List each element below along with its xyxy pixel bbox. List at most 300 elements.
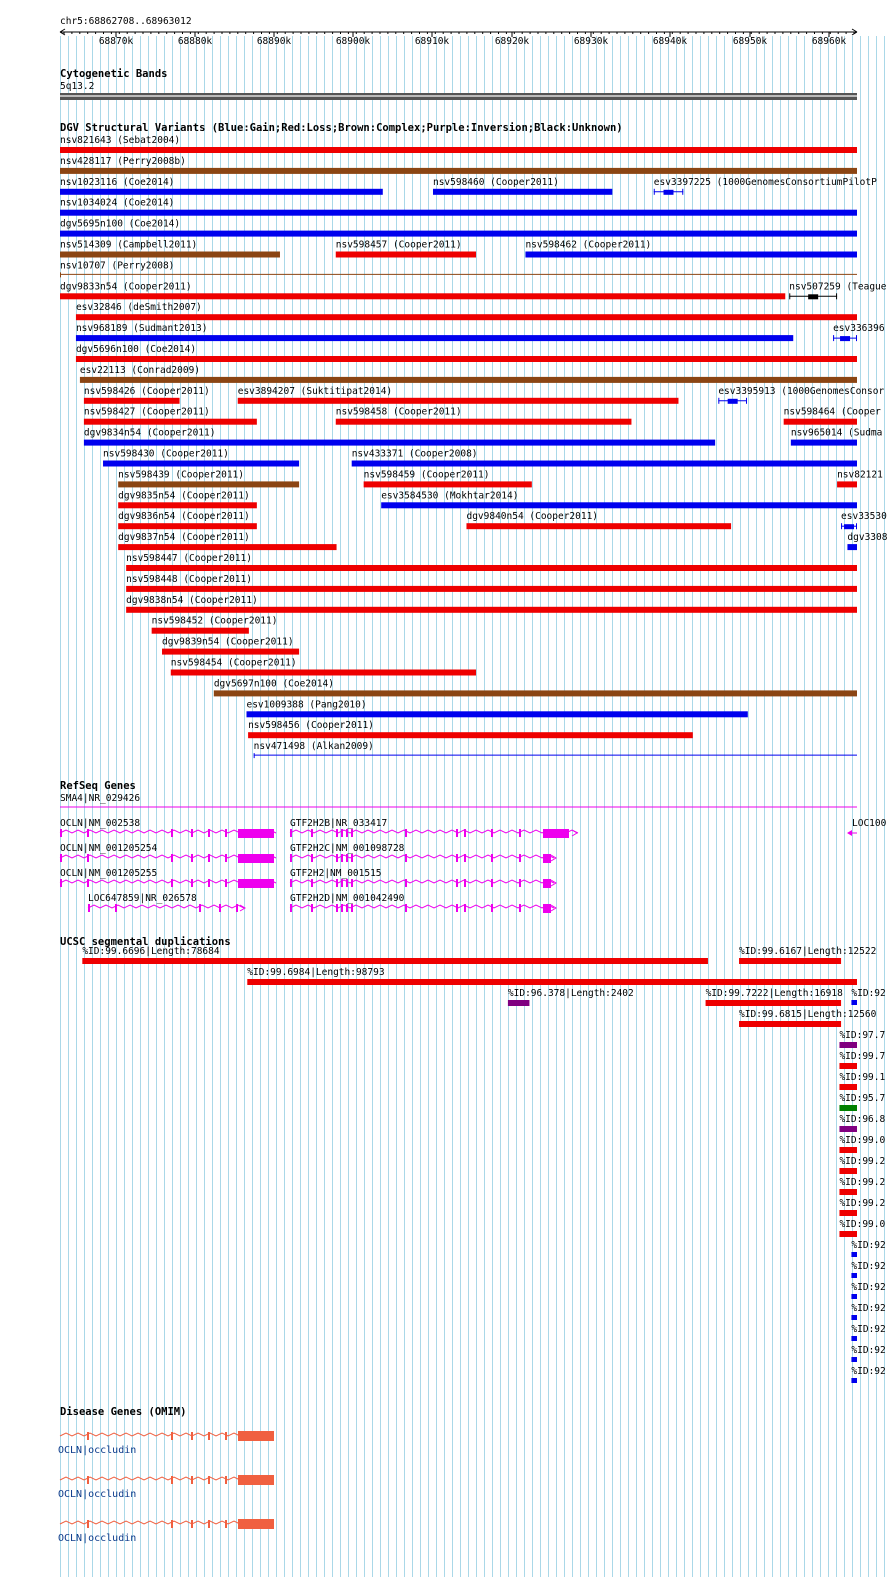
segdup-feature[interactable] <box>839 1051 885 1069</box>
refseq-exon <box>336 904 338 912</box>
segdup-feature-bar[interactable] <box>508 1000 530 1006</box>
dgv-feature-label: esv3894207 (Suktitipat2014) <box>237 385 393 397</box>
refseq-exon <box>456 879 458 887</box>
refseq-gene-label: OCLN|NM_002538 <box>60 818 141 829</box>
segdup-feature-label: %ID:96.378|Length:2402 <box>507 988 634 999</box>
dgv-feature[interactable] <box>60 260 857 277</box>
dgv-feature-bar[interactable] <box>118 481 299 487</box>
dgv-feature-bar[interactable] <box>381 502 857 508</box>
omim-exon-block <box>238 1431 274 1441</box>
refseq-exon <box>236 904 238 912</box>
cytoband-track[interactable] <box>60 68 857 100</box>
refseq-exon <box>225 879 227 887</box>
refseq-exon <box>290 854 292 862</box>
refseq-exon-block <box>543 879 551 888</box>
dgv-feature-label: nsv598464 (Cooper <box>783 406 881 418</box>
dgv-feature-label: dgv9833n54 (Cooper2011) <box>60 281 192 293</box>
dgv-feature-label: nsv965014 (Sudma <box>790 427 883 439</box>
segdup-feature-bar[interactable] <box>851 1357 857 1362</box>
dgv-feature[interactable] <box>336 240 476 258</box>
refseq-exon <box>341 904 343 912</box>
omim-title: Disease Genes (OMIM) <box>60 1406 187 1418</box>
dgv-feature[interactable] <box>525 240 857 258</box>
dgv-feature-bar[interactable] <box>847 544 857 550</box>
dgv-feature[interactable] <box>152 616 278 634</box>
segdup-feature-bar[interactable] <box>839 1042 857 1048</box>
refseq-exon <box>311 829 313 837</box>
dgv-feature-bar[interactable] <box>162 649 299 655</box>
refseq-exon <box>115 904 117 912</box>
dgv-feature[interactable] <box>847 532 887 550</box>
omim-exon <box>225 1432 227 1440</box>
dgv-feature[interactable] <box>126 574 857 592</box>
segdup-feature-label: %ID:99.7 <box>839 1051 886 1062</box>
dgv-feature-label: nsv598457 (Cooper2011) <box>335 239 462 251</box>
dgv-feature-bar[interactable] <box>118 502 257 508</box>
dgv-feature-bar[interactable] <box>118 523 257 529</box>
refseq-exon-block <box>543 829 569 838</box>
segdup-feature-label: %ID:99.2 <box>839 1198 886 1209</box>
ruler-tick-label: 68960k <box>811 36 847 47</box>
refseq-exon <box>346 879 348 887</box>
dgv-feature-label: dgv9838n54 (Cooper2011) <box>126 594 258 606</box>
refseq-exon <box>208 829 210 837</box>
dgv-feature[interactable] <box>784 407 882 425</box>
segdup-feature[interactable] <box>839 1135 885 1153</box>
omim-exon-block <box>238 1519 274 1529</box>
cytoband-label: 5q13.2 <box>60 81 95 92</box>
ruler-ticks <box>64 32 854 47</box>
refseq-exon <box>191 879 193 887</box>
segdup-feature-bar[interactable] <box>739 1021 841 1027</box>
dgv-feature-label: nsv821643 (Sebat2004) <box>60 135 181 146</box>
dgv-feature-block <box>728 399 738 404</box>
dgv-feature-bar[interactable] <box>336 419 632 425</box>
segdup-feature[interactable] <box>82 946 708 964</box>
ruler-track <box>60 16 857 47</box>
segdup-feature-bar[interactable] <box>839 1063 857 1069</box>
refseq-intron-line <box>290 905 554 908</box>
dgv-feature[interactable] <box>60 177 383 195</box>
refseq-exon <box>464 879 466 887</box>
dgv-feature-bar[interactable] <box>791 440 857 446</box>
dgv-feature-block <box>808 294 818 299</box>
refseq-exon <box>346 829 348 837</box>
dgv-feature-label: nsv968189 (Sudmant2013) <box>75 323 208 335</box>
segdup-feature[interactable] <box>739 1009 877 1027</box>
segdup-feature[interactable] <box>839 1177 885 1195</box>
refseq-exon <box>351 879 353 887</box>
dgv-feature-bar[interactable] <box>80 377 857 383</box>
omim-exon <box>171 1432 173 1440</box>
refseq-exon <box>87 829 89 837</box>
refseq-exon <box>87 879 89 887</box>
dgv-feature-bar[interactable] <box>152 628 249 634</box>
dgv-feature-label: nsv82121 <box>837 469 883 481</box>
dgv-feature[interactable] <box>789 281 887 299</box>
refseq-edge-arrow-icon[interactable] <box>847 830 852 836</box>
refseq-exon <box>351 829 353 837</box>
dgv-feature[interactable] <box>466 511 731 529</box>
refseq-exon <box>456 904 458 912</box>
omim-exon <box>208 1432 210 1440</box>
segdup-feature-bar[interactable] <box>851 1336 857 1341</box>
segdup-feature-label: %ID:99.2 <box>839 1177 886 1188</box>
refseq-gene-label: OCLN|NM_001205255 <box>60 868 158 879</box>
segdup-feature-label: %ID:99.6984|Length:98793 <box>247 967 385 978</box>
dgv-feature-bar[interactable] <box>60 252 280 258</box>
segdup-feature-bar[interactable] <box>706 1000 841 1006</box>
dgv-feature[interactable] <box>60 219 857 237</box>
dgv-feature[interactable] <box>60 240 280 258</box>
refseq-intron-line <box>290 880 554 883</box>
dgv-feature-bar[interactable] <box>837 481 857 487</box>
dgv-feature[interactable] <box>248 720 693 738</box>
refseq-exon <box>405 904 407 912</box>
dgv-feature-bar[interactable] <box>76 314 857 320</box>
segdup-feature-label: %ID:92 <box>851 1345 886 1356</box>
refseq-exon <box>290 904 292 912</box>
omim-gene-label: OCLN|occludin <box>58 1445 137 1456</box>
refseq-exon <box>341 854 343 862</box>
ruler-tick-label: 68920k <box>494 36 530 47</box>
refseq-exon <box>491 829 493 837</box>
omim-gene[interactable] <box>58 1475 274 1500</box>
segdup-feature[interactable] <box>839 1219 885 1237</box>
dgv-feature-bar[interactable] <box>248 732 693 738</box>
segdup-feature-bar[interactable] <box>851 1000 857 1005</box>
refseq-intron-line <box>290 855 554 858</box>
refseq-exon <box>464 854 466 862</box>
segdup-feature-bar[interactable] <box>839 1126 857 1132</box>
refseq-exon <box>290 829 292 837</box>
segdup-feature-label: %ID:92 <box>851 1282 886 1293</box>
segdup-feature-label: %ID:92 <box>851 988 886 999</box>
refseq-exon <box>405 879 407 887</box>
dgv-feature[interactable] <box>364 469 532 487</box>
dgv-feature-bar[interactable] <box>336 252 476 258</box>
segdup-feature[interactable] <box>839 1093 885 1111</box>
dgv-feature-bar[interactable] <box>433 189 612 195</box>
ruler-tick-label: 68940k <box>652 36 688 47</box>
dgv-feature-bar[interactable] <box>84 419 257 425</box>
dgv-feature[interactable] <box>118 469 299 487</box>
refseq-edge-label: LOC100 <box>852 818 887 829</box>
ruler-tick-label: 68870k <box>98 36 134 47</box>
refseq-exon <box>208 879 210 887</box>
dgv-feature-label: nsv598452 (Cooper2011) <box>151 615 278 627</box>
segdup-feature-bar[interactable] <box>839 1189 857 1195</box>
omim-exon <box>87 1476 89 1484</box>
segdup-feature-bar[interactable] <box>839 1231 857 1237</box>
segdup-feature-bar[interactable] <box>851 1294 857 1299</box>
dgv-feature[interactable] <box>336 407 632 425</box>
dgv-feature[interactable] <box>126 595 857 613</box>
dgv-feature-label: nsv10707 (Perry2008) <box>60 260 175 272</box>
dgv-feature-label: esv3584530 (Mokhtar2014) <box>381 490 519 502</box>
refseq-exon-block <box>543 854 551 863</box>
dgv-feature-label: nsv471498 (Alkan2009) <box>253 741 374 753</box>
segdup-feature-bar[interactable] <box>839 1147 857 1153</box>
dgv-features <box>60 135 888 758</box>
dgv-title: DGV Structural Variants (Blue:Gain;Red:Loss;Brown:Complex;Purple:Inversion;Black:Unknown) <box>60 122 623 134</box>
refseq-gene-label: OCLN|NM_001205254 <box>60 843 158 854</box>
dgv-feature-label: nsv598462 (Cooper2011) <box>525 239 652 251</box>
segdup-feature-label: %ID:92 <box>851 1303 886 1314</box>
refseq-exon <box>351 904 353 912</box>
refseq-exon <box>456 829 458 837</box>
refseq-exon <box>290 879 292 887</box>
refseq-exon <box>491 854 493 862</box>
dgv-feature-label: dgv9840n54 (Cooper2011) <box>466 511 599 523</box>
dgv-feature-bar[interactable] <box>76 335 793 341</box>
segdup-feature-label: %ID:99.7222|Length:16918 <box>705 988 843 999</box>
refseq-gene[interactable] <box>290 818 578 838</box>
refseq-exon <box>171 879 173 887</box>
refseq-exon <box>225 854 227 862</box>
dgv-feature-bar[interactable] <box>214 690 857 696</box>
segdup-feature-label: %ID:92 <box>851 1240 886 1251</box>
dgv-feature-label: esv1009388 (Pang2010) <box>246 699 367 711</box>
refseq-exon <box>60 829 62 837</box>
refseq-title: RefSeq Genes <box>60 780 136 792</box>
refseq-exon <box>171 854 173 862</box>
omim-exon-block <box>238 1475 274 1485</box>
dgv-feature-label: nsv1023116 (Coe2014) <box>60 176 175 188</box>
omim-exon <box>87 1432 89 1440</box>
segdup-feature[interactable] <box>839 1030 885 1048</box>
dgv-feature-bar[interactable] <box>126 565 857 571</box>
refseq-exon <box>171 829 173 837</box>
cytoband-title: Cytogenetic Bands <box>60 68 168 80</box>
dgv-feature-bar[interactable] <box>525 252 857 258</box>
dgv-feature-bar[interactable] <box>171 670 476 676</box>
segdup-feature-bar[interactable] <box>839 1084 857 1090</box>
segdup-feature-bar[interactable] <box>851 1315 857 1320</box>
dgv-feature-label: nsv598460 (Cooper2011) <box>432 176 559 188</box>
refseq-exon <box>341 829 343 837</box>
refseq-exon <box>311 904 313 912</box>
dgv-track <box>60 122 888 758</box>
refseq-exon-block <box>543 904 551 913</box>
dgv-feature[interactable] <box>60 135 857 153</box>
dgv-feature-bar[interactable] <box>238 398 679 404</box>
refseq-intron-line <box>290 830 578 833</box>
dgv-feature[interactable] <box>718 386 884 404</box>
segdup-feature[interactable] <box>706 988 844 1006</box>
segdup-feature-bar[interactable] <box>839 1105 857 1111</box>
refseq-exon <box>60 879 62 887</box>
refseq-exon <box>88 904 90 912</box>
refseq-exon <box>191 829 193 837</box>
dgv-feature[interactable] <box>246 699 747 717</box>
dgv-feature-bar[interactable] <box>466 523 731 529</box>
dgv-feature[interactable] <box>171 658 476 676</box>
dgv-feature-label: nsv428117 (Perry2008b) <box>60 155 186 167</box>
dgv-feature-bar[interactable] <box>60 147 857 153</box>
dgv-feature-label: nsv598447 (Cooper2011) <box>126 553 252 564</box>
omim-exon <box>191 1520 193 1528</box>
segdup-feature-bar[interactable] <box>851 1378 857 1383</box>
refseq-exon <box>60 854 62 862</box>
ruler-tick-label: 68900k <box>335 36 371 47</box>
refseq-exon <box>199 904 201 912</box>
refseq-exon <box>456 854 458 862</box>
refseq-long-gene-label: SMA4|NR_029426 <box>60 793 141 804</box>
dgv-feature-label: dgv5695n100 (Coe2014) <box>60 218 181 230</box>
dgv-feature-label: nsv598430 (Cooper2011) <box>103 448 229 460</box>
segdup-feature[interactable] <box>508 988 634 1006</box>
omim-exon <box>191 1432 193 1440</box>
segdup-feature[interactable] <box>839 1198 885 1216</box>
dgv-feature[interactable] <box>254 741 857 758</box>
dgv-feature-block <box>840 336 850 341</box>
dgv-feature[interactable] <box>76 302 857 320</box>
segdup-title: UCSC segmental duplications <box>60 936 231 948</box>
refseq-gene-label: GTF2H2C|NM_001098728 <box>290 843 405 854</box>
dgv-feature[interactable] <box>84 407 257 425</box>
refseq-gene-label: GTF2H2D|NM_001042490 <box>290 893 405 904</box>
dgv-feature-block <box>844 524 854 529</box>
dgv-feature[interactable] <box>162 637 299 655</box>
segdup-feature-bar[interactable] <box>839 1168 857 1174</box>
refseq-exon <box>346 904 348 912</box>
omim-exon <box>208 1520 210 1528</box>
dgv-feature-bar[interactable] <box>60 231 857 237</box>
dgv-feature[interactable] <box>118 490 257 508</box>
refseq-exon <box>351 854 353 862</box>
segdup-feature[interactable] <box>839 1072 885 1090</box>
dgv-feature-bar[interactable] <box>103 461 299 467</box>
dgv-feature-label: nsv598426 (Cooper2011) <box>83 385 210 397</box>
dgv-feature-bar[interactable] <box>84 398 180 404</box>
dgv-feature-bar[interactable] <box>60 293 785 299</box>
omim-exon <box>225 1476 227 1484</box>
dgv-feature-label: nsv598459 (Cooper2011) <box>363 469 490 481</box>
dgv-feature-bar[interactable] <box>126 607 857 613</box>
dgv-feature[interactable] <box>60 198 857 216</box>
dgv-feature[interactable] <box>103 449 299 467</box>
segdup-feature-bar[interactable] <box>839 1210 857 1216</box>
dgv-feature-bar[interactable] <box>76 356 857 362</box>
dgv-feature-label: dgv9837n54 (Cooper2011) <box>118 532 250 544</box>
dgv-feature-bar[interactable] <box>60 210 857 216</box>
refseq-gene-label: GTF2H2|NM_001515 <box>290 868 382 879</box>
dgv-feature-label: nsv507259 (Teague <box>789 281 887 293</box>
omim-exon <box>87 1520 89 1528</box>
dgv-feature[interactable] <box>60 156 857 174</box>
ruler-position-label: chr5:68862708..68963012 <box>60 16 192 27</box>
dgv-feature[interactable] <box>76 323 793 341</box>
dgv-feature[interactable] <box>654 177 877 195</box>
dgv-feature-label: nsv598427 (Cooper2011) <box>83 406 210 418</box>
dgv-feature-label: dgv5697n100 (Coe2014) <box>213 678 334 690</box>
dgv-feature-label: nsv598456 (Cooper2011) <box>248 720 374 732</box>
dgv-feature[interactable] <box>84 386 210 404</box>
segdup-feature-label: %ID:92 <box>851 1324 886 1335</box>
refseq-gene-label: GTF2H2B|NR_033417 <box>290 818 388 829</box>
omim-exon <box>208 1476 210 1484</box>
dgv-feature-label: esv336396 <box>833 323 885 335</box>
refseq-exon <box>87 854 89 862</box>
dgv-feature[interactable] <box>841 511 887 529</box>
dgv-feature-bar[interactable] <box>118 544 336 550</box>
dgv-feature-bar[interactable] <box>60 168 857 174</box>
omim-gene[interactable] <box>58 1431 274 1456</box>
dgv-feature[interactable] <box>833 323 885 341</box>
dgv-feature-label: esv3395913 (1000GenomesConsor <box>718 385 885 397</box>
dgv-feature-label: dgv3308 <box>847 532 888 544</box>
dgv-feature-bar[interactable] <box>84 440 715 446</box>
segdup-feature-label: %ID:97.7 <box>839 1030 886 1041</box>
refseq-exon-block <box>238 854 274 863</box>
refseq-exon <box>336 879 338 887</box>
refseq-gene[interactable] <box>88 893 245 912</box>
dgv-feature-bar[interactable] <box>364 481 532 487</box>
dgv-feature-label: esv22113 (Conrad2009) <box>79 364 201 376</box>
dgv-feature-bar[interactable] <box>246 711 747 717</box>
dgv-feature[interactable] <box>214 678 857 696</box>
refseq-exon <box>311 854 313 862</box>
segdup-feature[interactable] <box>739 946 876 964</box>
segdup-feature-bar[interactable] <box>851 1273 857 1278</box>
segdup-feature-label: %ID:95.7 <box>839 1093 886 1104</box>
segdup-feature-label: %ID:99.0 <box>839 1135 886 1146</box>
refseq-exon <box>519 829 521 837</box>
ruler-tick-label: 68880k <box>177 36 213 47</box>
dgv-feature-bar[interactable] <box>784 419 857 425</box>
refseq-exon <box>519 854 521 862</box>
dgv-feature[interactable] <box>118 511 257 529</box>
refseq-exon <box>336 829 338 837</box>
refseq-exon <box>519 879 521 887</box>
dgv-feature-label: nsv433371 (Cooper2008) <box>351 448 478 460</box>
dgv-feature-label: nsv598448 (Cooper2011) <box>126 573 252 585</box>
omim-gene-label: OCLN|occludin <box>58 1533 137 1544</box>
refseq-exon <box>464 904 466 912</box>
segdup-feature-bar[interactable] <box>739 958 841 964</box>
segdup-feature[interactable] <box>839 1114 885 1132</box>
segdup-feature-bar[interactable] <box>247 979 857 985</box>
segdup-feature-label: %ID:99.6696|Length:78684 <box>82 946 220 957</box>
dgv-feature-label: dgv9834n54 (Cooper2011) <box>83 427 216 439</box>
refseq-gene-label: LOC647859|NR_026578 <box>88 893 197 904</box>
dgv-feature-bar[interactable] <box>60 189 383 195</box>
dgv-feature-bar[interactable] <box>352 461 857 467</box>
dgv-feature[interactable] <box>118 532 336 550</box>
refseq-exon <box>341 879 343 887</box>
segdup-feature[interactable] <box>839 1156 885 1174</box>
omim-gene[interactable] <box>58 1519 274 1544</box>
refseq-exon-block <box>238 879 274 888</box>
dgv-feature[interactable] <box>76 344 857 362</box>
dgv-feature[interactable] <box>433 177 612 195</box>
dgv-feature-label: dgv9839n54 (Cooper2011) <box>162 636 294 648</box>
refseq-exon <box>346 854 348 862</box>
refseq-exon <box>225 829 227 837</box>
dgv-feature[interactable] <box>126 553 857 571</box>
segdup-feature-bar[interactable] <box>82 958 708 964</box>
omim-track <box>58 1406 274 1544</box>
omim-exon <box>171 1476 173 1484</box>
dgv-feature[interactable] <box>381 490 857 508</box>
segdup-feature[interactable] <box>247 967 857 985</box>
dgv-feature-bar[interactable] <box>126 586 857 592</box>
refseq-exon <box>491 904 493 912</box>
omim-exon <box>171 1520 173 1528</box>
segdup-feature-bar[interactable] <box>851 1252 857 1257</box>
dgv-feature-label: nsv1034024 (Coe2014) <box>60 197 175 209</box>
